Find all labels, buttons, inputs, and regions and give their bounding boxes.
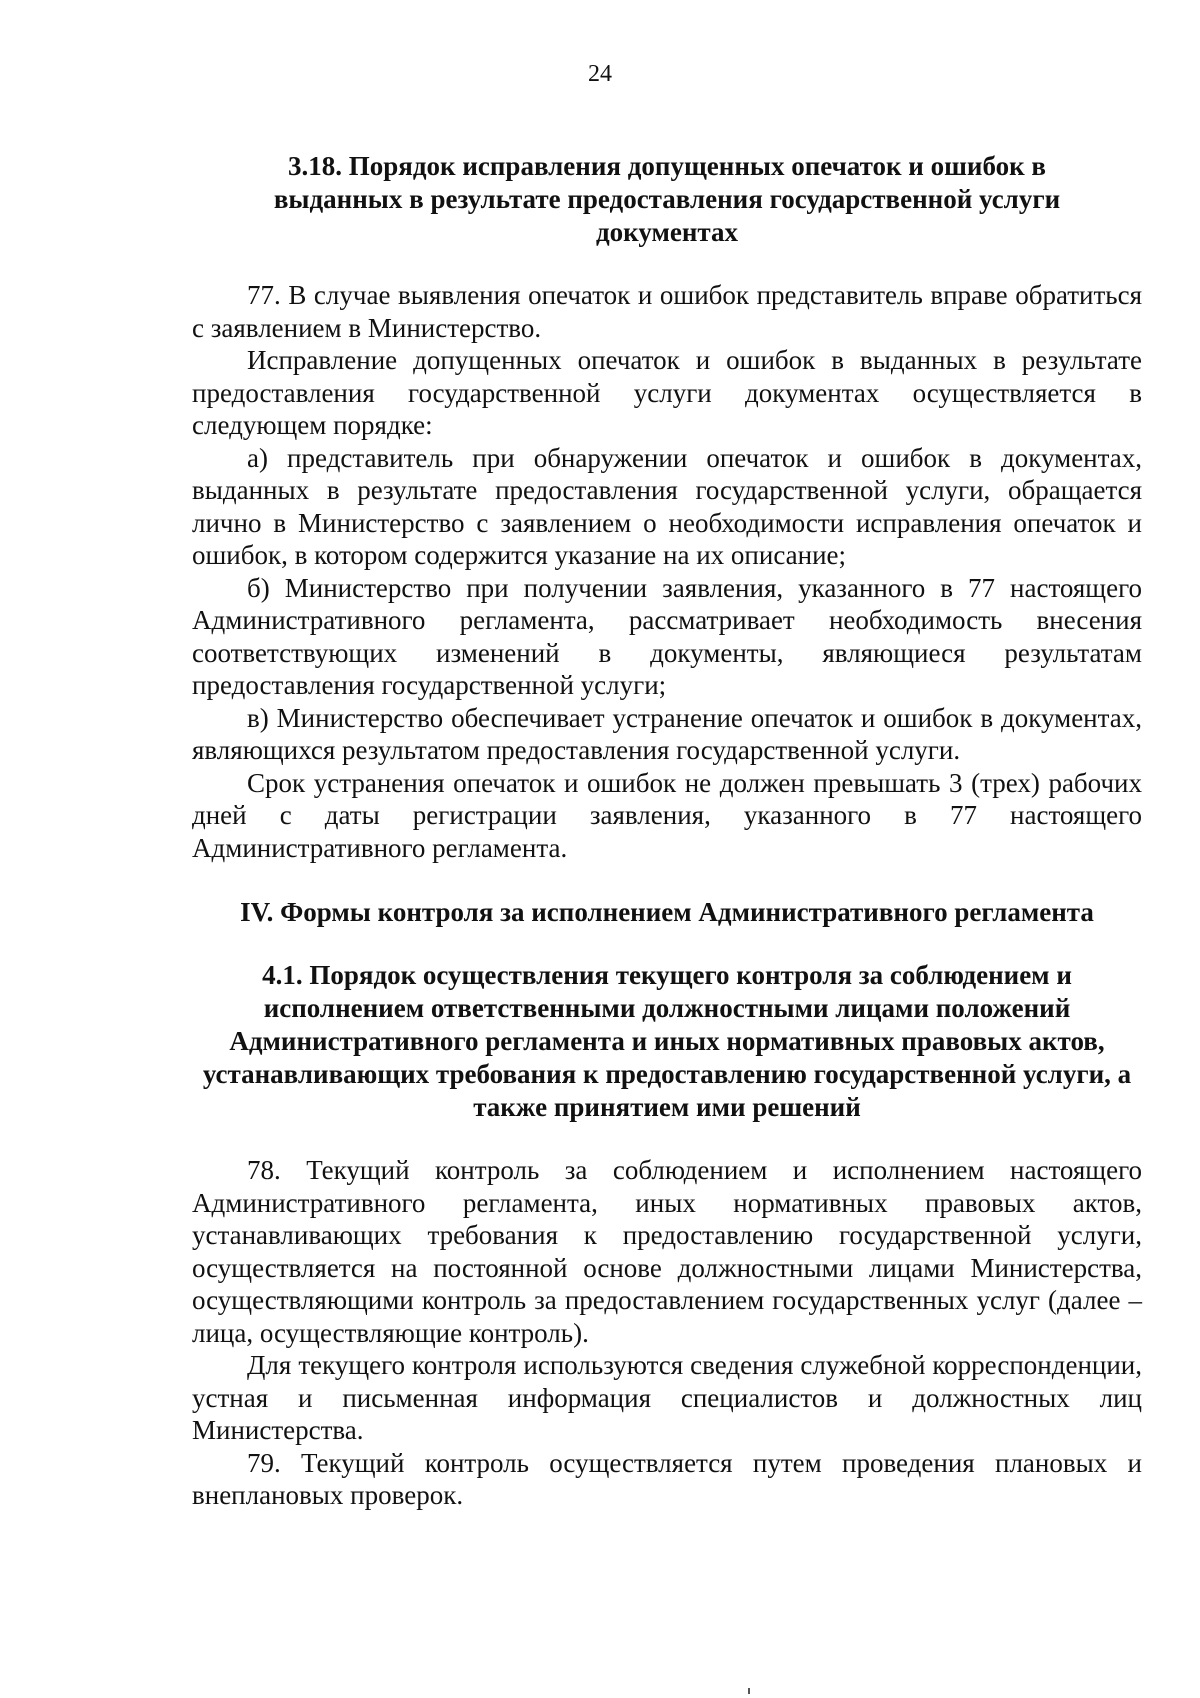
paragraph-item-a: а) представитель при обнаружении опечаток и ошибок в документах, выданных в результате предоставления государственной услуги, обращается лично в Министерство с заявлением о необходимости исправления опечаток и ошибок, в котором содержится указание на их описание;: [192, 442, 1142, 570]
paragraph-sources: Для текущего контроля используются сведения служебной корреспонденции, устная и письменная информация специалистов и должностных лиц Министерства.: [192, 1350, 1142, 1445]
section-iv-title: IV. Формы контроля за исполнением Административного регламента: [240, 897, 1094, 927]
page-content: [192, 150, 1142, 1512]
section-4-1-body: [192, 1154, 1142, 1512]
section-3-18-body: [192, 279, 1142, 864]
page-number: 24: [588, 61, 612, 87]
section-3-18-title: 3.18. Порядок исправления допущенных опечаток и ошибок в выданных в результате предоставления государственной услуги документах: [273, 151, 1061, 247]
paragraph-deadline: Срок устранения опечаток и ошибок не должен превышать 3 (трех) рабочих дней с даты регистрации заявления, указанного в 77 настоящего Административного регламента.: [192, 767, 1142, 863]
paragraph-78: 78. Текущий контроль за соблюдением и исполнением настоящего Административного регламента, иных нормативных правовых актов, устанавливающих требования к предоставлению государственной услуги, осуществляется на постоянной основе должностными лицами Министерства, осуществляющими контроль за предоставлением государственных услуг (далее – лица, осуществляющие контроль).: [192, 1155, 1142, 1348]
paragraph-item-b: б) Министерство при получении заявления, указанного в 77 настоящего Административного регламента, рассматривает необходимость внесения соответствующих изменений в документы, являющиеся результатам предоставления государственной услуги;: [192, 572, 1142, 700]
paragraph-79: 79. Текущий контроль осуществляется путем проведения плановых и внеплановых проверок.: [192, 1447, 1142, 1510]
section-4-1-title: 4.1. Порядок осуществления текущего контроля за соблюдением и исполнением ответственными должностными лицами положений Административного регламента и иных нормативных правовых актов, устанавливающих требования к предоставлению государственной услуги, а также принятием ими решений: [202, 960, 1132, 1122]
paragraph-item-v: в) Министерство обеспечивает устранение опечаток и ошибок в документах, являющихся результатом предоставления государственной услуги.: [192, 702, 1142, 765]
scan-mark: [748, 1688, 750, 1694]
paragraph-correction-order: Исправление допущенных опечаток и ошибок в выданных в результате предоставления государственной услуги документах осуществляется в следующем порядке:: [192, 345, 1142, 440]
paragraph-77: 77. В случае выявления опечаток и ошибок представитель вправе обратиться с заявлением в Министерство.: [192, 280, 1142, 343]
